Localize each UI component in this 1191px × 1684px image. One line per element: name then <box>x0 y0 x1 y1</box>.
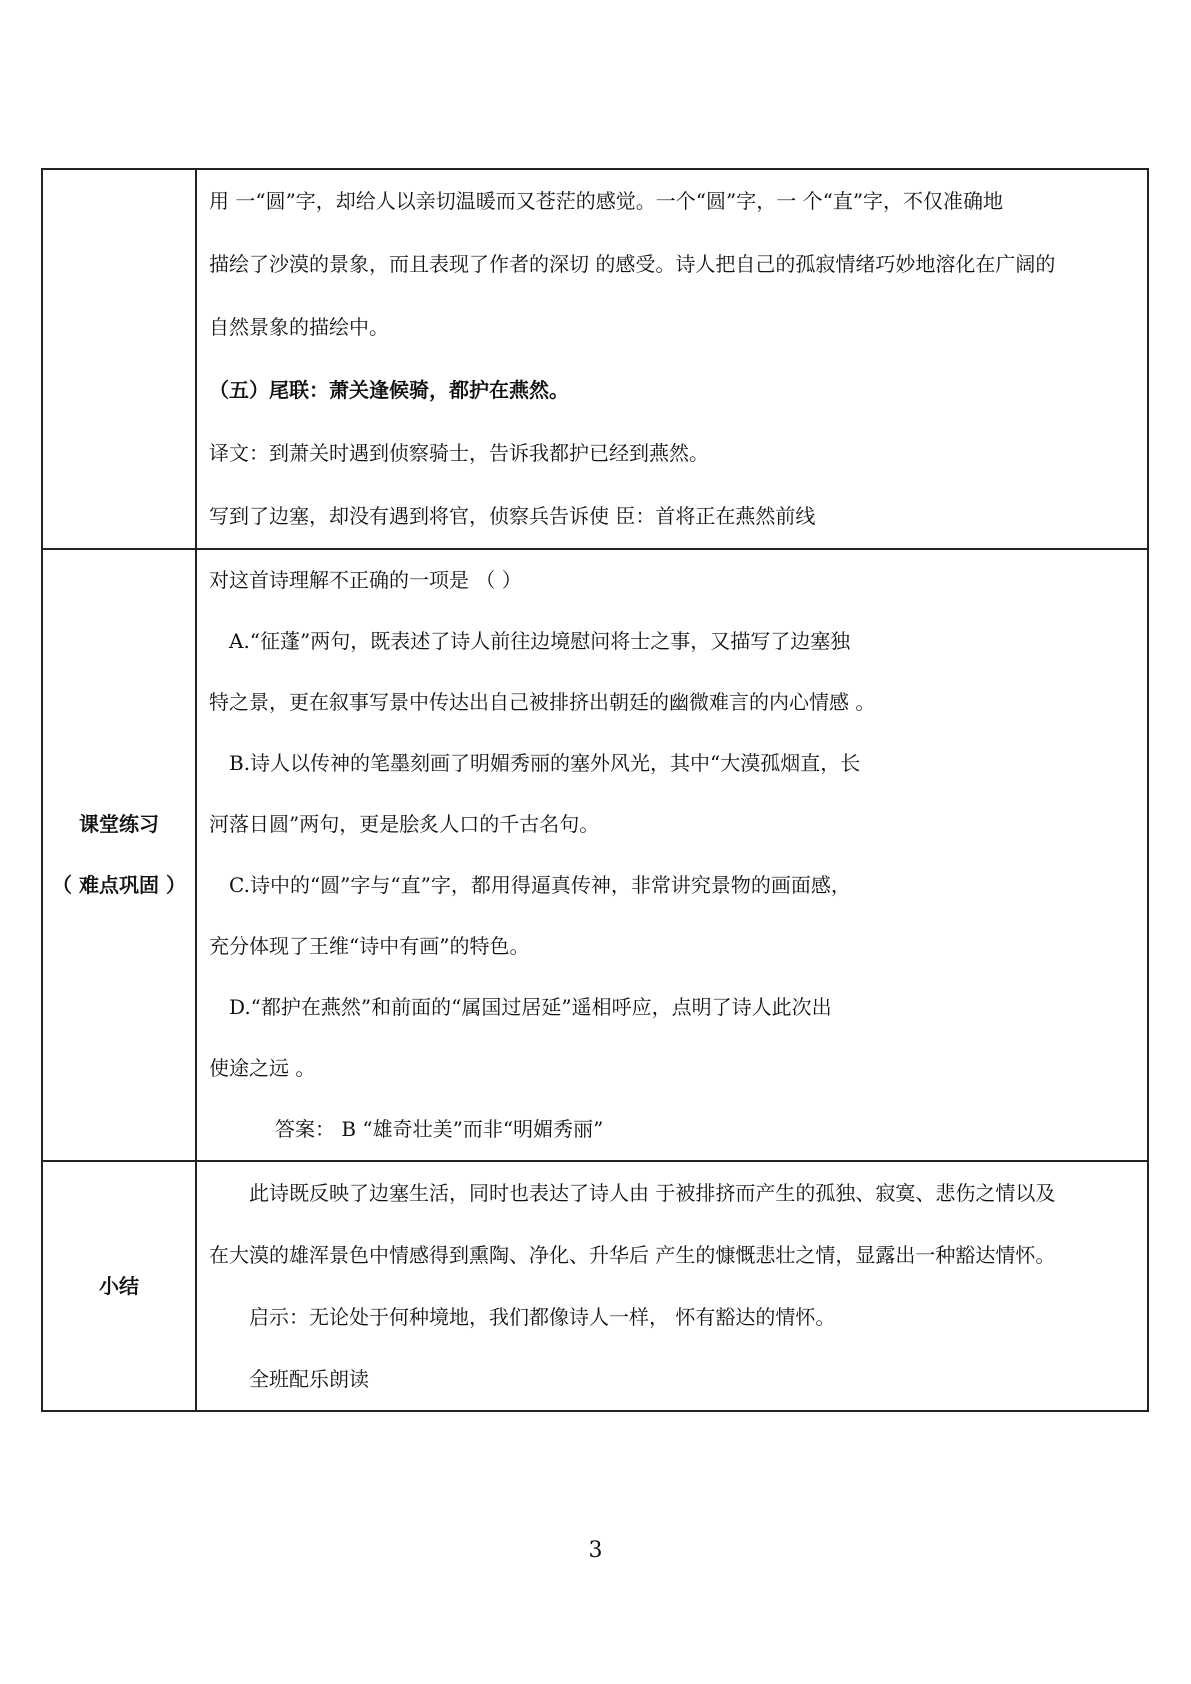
translation-line: 译文：到萧关时遇到侦察骑士，告诉我都护已经到燕然。 <box>209 441 709 465</box>
summary-label: 小结 <box>99 1273 139 1298</box>
option-a: A.“征蓬”两句，既表述了诗人前往边境慰问将士之事，又描写了边塞独 <box>229 629 851 653</box>
analysis-row <box>42 169 1148 549</box>
practice-sublabel: （ 难点巩固 ） <box>52 873 186 897</box>
summary-content-cell <box>196 1161 1148 1411</box>
analysis-line: 描绘了沙漠的景象，而且表现了作者的深切 的感受。诗人把自己的孤寂情绪巧妙地溶化在广阔的 <box>209 252 1056 276</box>
analysis-label-cell <box>42 169 196 549</box>
answer-text: 答案： B “雄奇壮美”而非“明媚秀丽” <box>275 1117 604 1141</box>
insight-line: 启示：无论处于何种境地，我们都像诗人一样， 怀有豁达的情怀。 <box>249 1305 836 1329</box>
summary-line: 此诗既反映了边塞生活，同时也表达了诗人由 于被排挤而产生的孤独、寂寞、悲伤之情以及 <box>249 1181 1056 1205</box>
option-c: C.诗中的“圆”字与“直”字，都用得逼真传神，非常讲究景物的画面感， <box>229 873 851 897</box>
summary-label-cell <box>42 1161 196 1411</box>
analysis-content-cell <box>196 169 1148 549</box>
option-c-continued: 充分体现了王维“诗中有画”的特色。 <box>209 934 530 958</box>
option-d: D.“都护在燕然”和前面的“属国过居延”遥相呼应，点明了诗人此次出 <box>229 995 832 1019</box>
option-b-continued: 河落日圆”两句，更是脍炙人口的千古名句。 <box>209 812 600 836</box>
option-a-continued: 特之景，更在叙事写景中传达出自己被排挤出朝廷的幽微难言的内心情感 。 <box>209 690 876 714</box>
practice-label-cell <box>42 549 196 1161</box>
practice-label: 课堂练习 <box>79 812 159 836</box>
summary-line: 在大漠的雄浑景色中情感得到熏陶、净化、升华后 产生的慷慨悲壮之情，显露出一种豁达情怀。 <box>209 1243 1056 1267</box>
analysis-line: 写到了边塞，却没有遇到将官，侦察兵告诉使 臣：首将正在燕然前线 <box>209 504 816 528</box>
page-number: 3 <box>588 1538 603 1563</box>
practice-content-cell <box>196 549 1148 1161</box>
question-text: 对这首诗理解不正确的一项是 （ ） <box>209 568 522 592</box>
section-heading: （五）尾联：萧关逢候骑，都护在燕然。 <box>209 378 569 402</box>
summary-row <box>42 1161 1148 1411</box>
activity-line: 全班配乐朗读 <box>249 1367 369 1391</box>
option-b: B.诗人以传神的笔墨刻画了明媚秀丽的塞外风光，其中“大漠孤烟直，长 <box>229 751 861 775</box>
option-d-continued: 使途之远 。 <box>209 1056 316 1080</box>
lesson-table <box>41 168 1149 1412</box>
analysis-line: 用 一“圆”字，却给人以亲切温暖而又苍茫的感觉。一个“圆”字，一 个“直”字，不仅准确地 <box>209 189 1004 213</box>
practice-row <box>42 549 1148 1161</box>
analysis-line: 自然景象的描绘中。 <box>209 315 389 339</box>
